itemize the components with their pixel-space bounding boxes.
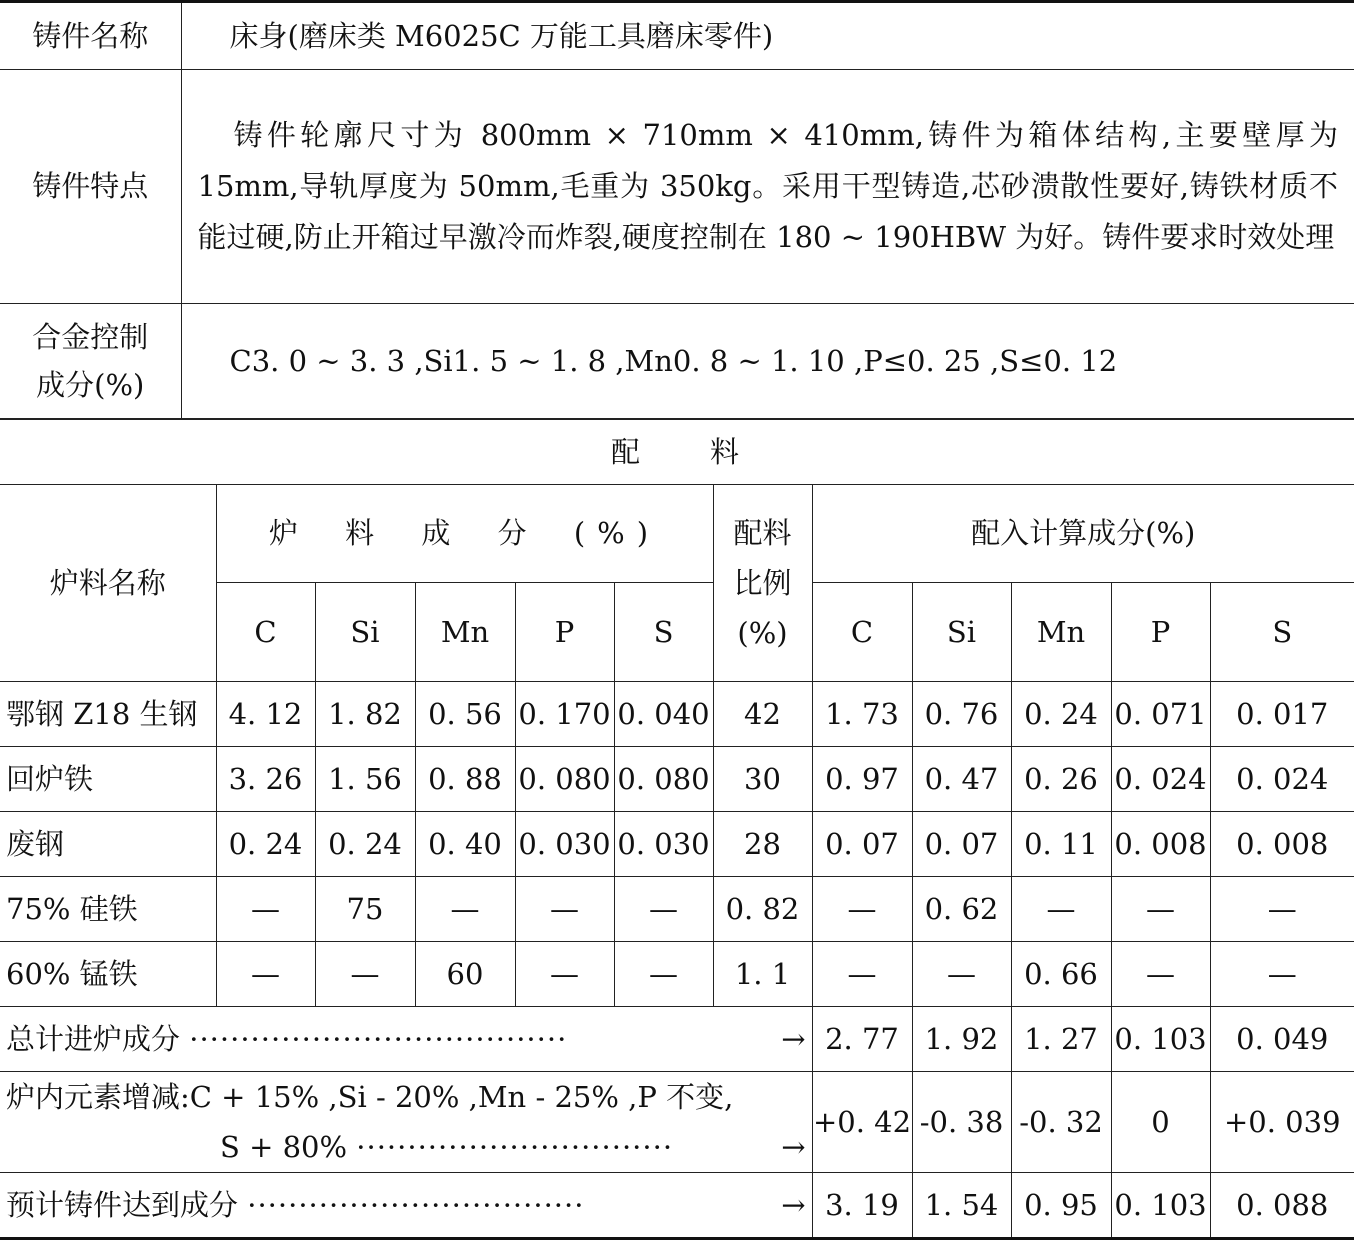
alloy-label-line2: 成分(%) <box>36 368 145 402</box>
calc-header-si: Si <box>912 583 1011 682</box>
calc-header-s: S <box>1210 583 1354 682</box>
group-charge-label: 炉 料 成 分 (%) <box>268 516 661 551</box>
element-change-label <box>0 1072 812 1173</box>
charge-header-mn: Mn <box>415 583 515 682</box>
total-si: 1. 92 <box>912 1007 1011 1072</box>
calc-mn: 0. 24 <box>1011 682 1111 747</box>
charge-s: — <box>614 877 713 942</box>
charge-name: 废钢 <box>0 812 216 877</box>
calc-c: 1. 73 <box>812 682 912 747</box>
calc-si: — <box>912 942 1011 1007</box>
group-calc-composition: 配入计算成分(%) <box>812 485 1354 583</box>
charge-p: 0. 170 <box>515 682 614 747</box>
charge-ratio: 0. 82 <box>713 877 812 942</box>
charge-c: — <box>216 877 315 942</box>
calc-mn: 0. 26 <box>1011 747 1111 812</box>
charge-si: 1. 82 <box>315 682 415 747</box>
charge-name: 回炉铁 <box>0 747 216 812</box>
calc-c: 0. 97 <box>812 747 912 812</box>
element-change-text-1: 炉内元素增减:C + 15% ,Si - 20% ,Mn - 25% ,P 不变, <box>6 1080 734 1114</box>
charge-name: 75% 硅铁 <box>0 877 216 942</box>
charge-c: 4. 12 <box>216 682 315 747</box>
charge-mn: 0. 56 <box>415 682 515 747</box>
calc-p: — <box>1111 942 1210 1007</box>
charge-c: 3. 26 <box>216 747 315 812</box>
charge-s: 0. 030 <box>614 812 713 877</box>
charge-si: 75 <box>315 877 415 942</box>
table-row <box>0 682 1354 747</box>
total-mn: 1. 27 <box>1011 1007 1111 1072</box>
charge-p: — <box>515 942 614 1007</box>
expected-p: 0. 103 <box>1111 1173 1210 1239</box>
charge-header-s: S <box>614 583 713 682</box>
calc-p: — <box>1111 877 1210 942</box>
table-row <box>0 942 1354 1007</box>
calc-mn: — <box>1011 877 1111 942</box>
calc-header-c: C <box>812 583 912 682</box>
charge-ratio: 42 <box>713 682 812 747</box>
calc-p: 0. 024 <box>1111 747 1210 812</box>
expected-text: 预计铸件达到成分 <box>6 1187 239 1222</box>
table-row <box>0 812 1354 877</box>
charge-header-si: Si <box>315 583 415 682</box>
expected-si: 1. 54 <box>912 1173 1011 1239</box>
change-p: 0 <box>1111 1072 1210 1173</box>
calc-s: — <box>1210 877 1354 942</box>
calc-c: 0. 07 <box>812 812 912 877</box>
casting-name-value: 床身(磨床类 M6025C 万能工具磨床零件) <box>181 2 1354 70</box>
alloy-label-line1: 合金控制 <box>32 320 149 354</box>
change-s: +0. 039 <box>1210 1072 1354 1173</box>
charge-mn: 0. 40 <box>415 812 515 877</box>
casting-feature-value: 铸件轮廓尺寸为 800mm × 710mm × 410mm,铸件为箱体结构,主要壁厚为 15mm,导轨厚度为 50mm,毛重为 350kg。采用干型铸造,芯砂溃散性要好,铸铁材质不能过硬,防止开箱过早激冷而炸裂,硬度控制在 180 ~ 190HBW 为好。铸件要求时效处理 <box>181 70 1354 304</box>
ratio-line1: 配料 <box>733 516 792 550</box>
calc-header-p: P <box>1111 583 1210 682</box>
expected-s: 0. 088 <box>1210 1173 1354 1239</box>
element-change-dots: ······························· <box>356 1130 674 1164</box>
casting-feature-label: 铸件特点 <box>0 70 181 304</box>
charge-s: 0. 040 <box>614 682 713 747</box>
calc-header-mn: Mn <box>1011 583 1111 682</box>
charge-s: 0. 080 <box>614 747 713 812</box>
col-charge-name: 炉料名称 <box>0 485 216 682</box>
charge-si: 0. 24 <box>315 812 415 877</box>
arrow-icon: → <box>781 1021 806 1056</box>
group-charge-composition <box>216 485 713 583</box>
calc-mn: 0. 11 <box>1011 812 1111 877</box>
charge-si: — <box>315 942 415 1007</box>
calc-s: 0. 017 <box>1210 682 1354 747</box>
total-charge-text: 总计进炉成分 <box>6 1021 181 1056</box>
arrow-icon: → <box>781 1187 806 1222</box>
calc-p: 0. 008 <box>1111 812 1210 877</box>
charge-p: 0. 030 <box>515 812 614 877</box>
alloy-value: C3. 0 ~ 3. 3 ,Si1. 5 ~ 1. 8 ,Mn0. 8 ~ 1. 10 ,P≤0. 25 ,S≤0. 12 <box>181 304 1354 419</box>
change-c: +0. 42 <box>812 1072 912 1173</box>
calc-p: 0. 071 <box>1111 682 1210 747</box>
burden-title: 配 料 <box>0 420 1354 485</box>
total-c: 2. 77 <box>812 1007 912 1072</box>
calc-c: — <box>812 877 912 942</box>
arrow-icon: → <box>781 1130 806 1164</box>
calc-s: — <box>1210 942 1354 1007</box>
calc-c: — <box>812 942 912 1007</box>
expected-mn: 0. 95 <box>1011 1173 1111 1239</box>
expected-c: 3. 19 <box>812 1173 912 1239</box>
calc-s: 0. 024 <box>1210 747 1354 812</box>
col-ratio <box>713 485 812 682</box>
expected-label <box>0 1173 812 1239</box>
element-change-text-2: S + 80% <box>220 1130 348 1164</box>
change-mn: -0. 32 <box>1011 1072 1111 1173</box>
table-row <box>0 877 1354 942</box>
total-charge-dots: ····································· <box>189 1021 568 1056</box>
charge-p: — <box>515 877 614 942</box>
charge-mn: 60 <box>415 942 515 1007</box>
charge-ratio: 28 <box>713 812 812 877</box>
alloy-label <box>0 304 181 419</box>
charge-header-c: C <box>216 583 315 682</box>
charge-ratio: 1. 1 <box>713 942 812 1007</box>
total-s: 0. 049 <box>1210 1007 1354 1072</box>
charge-si: 1. 56 <box>315 747 415 812</box>
charge-p: 0. 080 <box>515 747 614 812</box>
calc-si: 0. 07 <box>912 812 1011 877</box>
calc-mn: 0. 66 <box>1011 942 1111 1007</box>
ratio-line3: (%) <box>737 616 788 650</box>
casting-info-table <box>0 0 1354 419</box>
ratio-line2: 比例 <box>733 566 792 600</box>
charge-s: — <box>614 942 713 1007</box>
charge-c: 0. 24 <box>216 812 315 877</box>
casting-name-label: 铸件名称 <box>0 2 181 70</box>
charge-name: 鄂钢 Z18 生钢 <box>0 682 216 747</box>
burden-table <box>0 419 1354 1240</box>
change-si: -0. 38 <box>912 1072 1011 1173</box>
charge-mn: 0. 88 <box>415 747 515 812</box>
total-charge-label <box>0 1007 812 1072</box>
calc-si: 0. 47 <box>912 747 1011 812</box>
calc-si: 0. 76 <box>912 682 1011 747</box>
calc-s: 0. 008 <box>1210 812 1354 877</box>
charge-ratio: 30 <box>713 747 812 812</box>
charge-header-p: P <box>515 583 614 682</box>
total-p: 0. 103 <box>1111 1007 1210 1072</box>
charge-c: — <box>216 942 315 1007</box>
table-row <box>0 747 1354 812</box>
charge-name: 60% 锰铁 <box>0 942 216 1007</box>
expected-dots: ································· <box>247 1187 585 1222</box>
charge-mn: — <box>415 877 515 942</box>
calc-si: 0. 62 <box>912 877 1011 942</box>
